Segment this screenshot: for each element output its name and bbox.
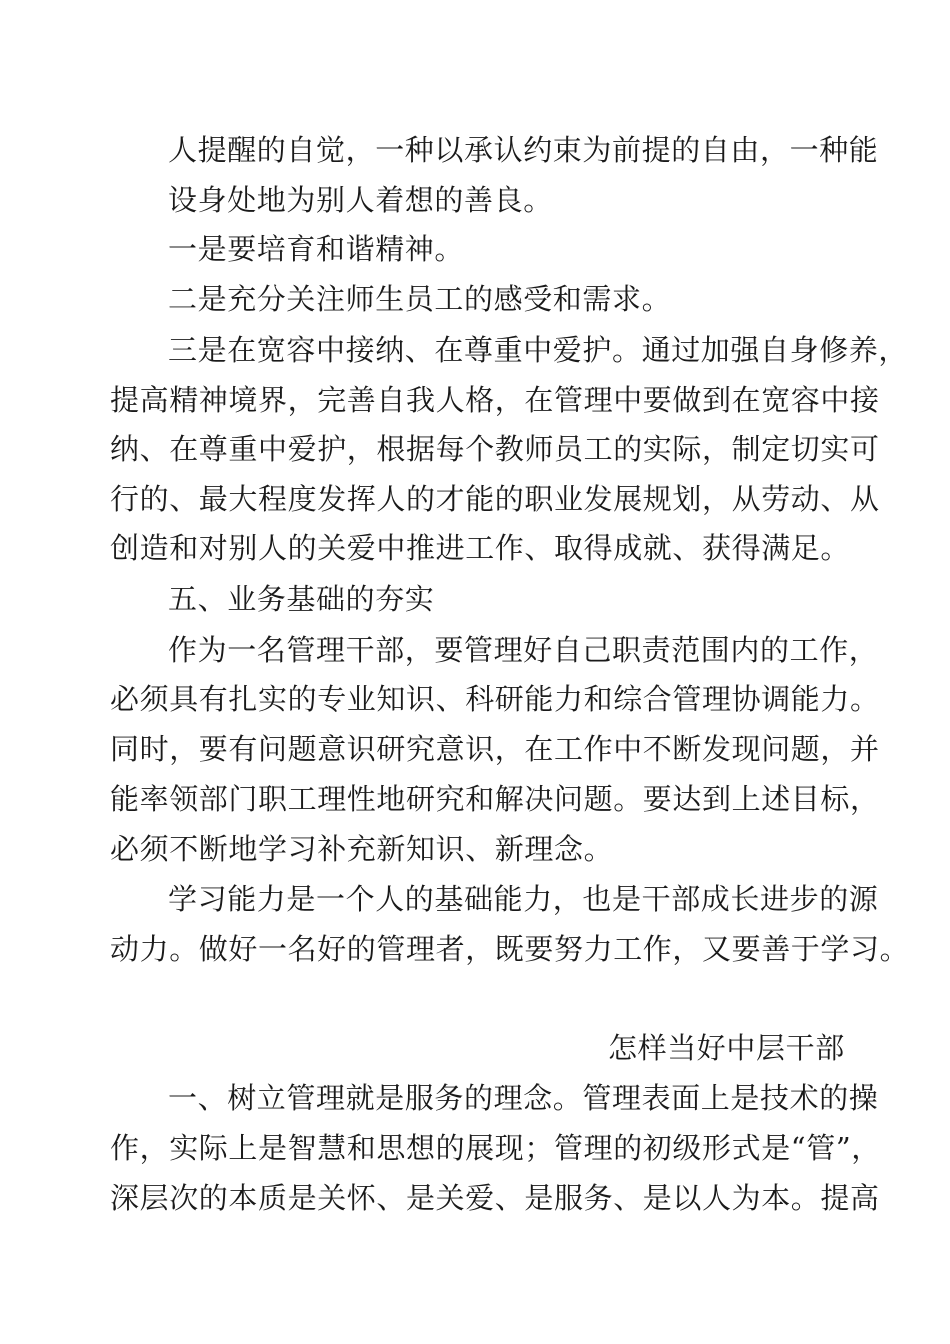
text-line: 三是在宽容中接纳、在尊重中爱护。通过加强自身修养， xyxy=(168,333,909,367)
text-line: 必须具有扎实的专业知识、科研能力和综合管理协调能力。 xyxy=(110,682,880,716)
text-line: 能率领部门职工理性地研究和解决问题。要达到上述目标， xyxy=(110,782,880,816)
text-line: 作，实际上是智慧和思想的展现；管理的初级形式是“管”， xyxy=(110,1131,881,1165)
text-line: 必须不断地学习补充新知识、新理念。 xyxy=(110,832,614,866)
text-line: 行的、最大程度发挥人的才能的职业发展规划，从劳动、从 xyxy=(110,482,880,516)
text-line: 动力。做好一名好的管理者，既要努力工作，又要善于学习。 xyxy=(110,932,910,966)
text-line: 人提醒的自觉，一种以承认约束为前提的自由，一种能 xyxy=(168,133,879,167)
text-line: 一、树立管理就是服务的理念。管理表面上是技术的操 xyxy=(168,1081,879,1115)
text-line: 二是充分关注师生员工的感受和需求。 xyxy=(168,282,672,316)
text-line: 学习能力是一个人的基础能力，也是干部成长进步的源 xyxy=(168,882,879,916)
text-line: 一是要培育和谐精神。 xyxy=(168,232,465,266)
text-line: 同时，要有问题意识研究意识，在工作中不断发现问题，并 xyxy=(110,732,880,766)
text-line: 创造和对别人的关爱中推进工作、取得成就、获得满足。 xyxy=(110,531,851,565)
text-line: 深层次的本质是关怀、是关爱、是服务、是以人为本。提高 xyxy=(110,1181,880,1215)
text-line: 提高精神境界，完善自我人格，在管理中要做到在宽容中接 xyxy=(110,383,880,417)
section-heading: 五、业务基础的夯实 xyxy=(168,582,435,616)
text-line: 作为一名管理干部，要管理好自己职责范围内的工作， xyxy=(168,633,879,667)
text-line: 设身处地为别人着想的善良。 xyxy=(168,183,553,217)
text-line: 纳、在尊重中爱护，根据每个教师员工的实际，制定切实可 xyxy=(110,432,880,466)
document-title: 怎样当好中层干部 xyxy=(608,1031,845,1065)
